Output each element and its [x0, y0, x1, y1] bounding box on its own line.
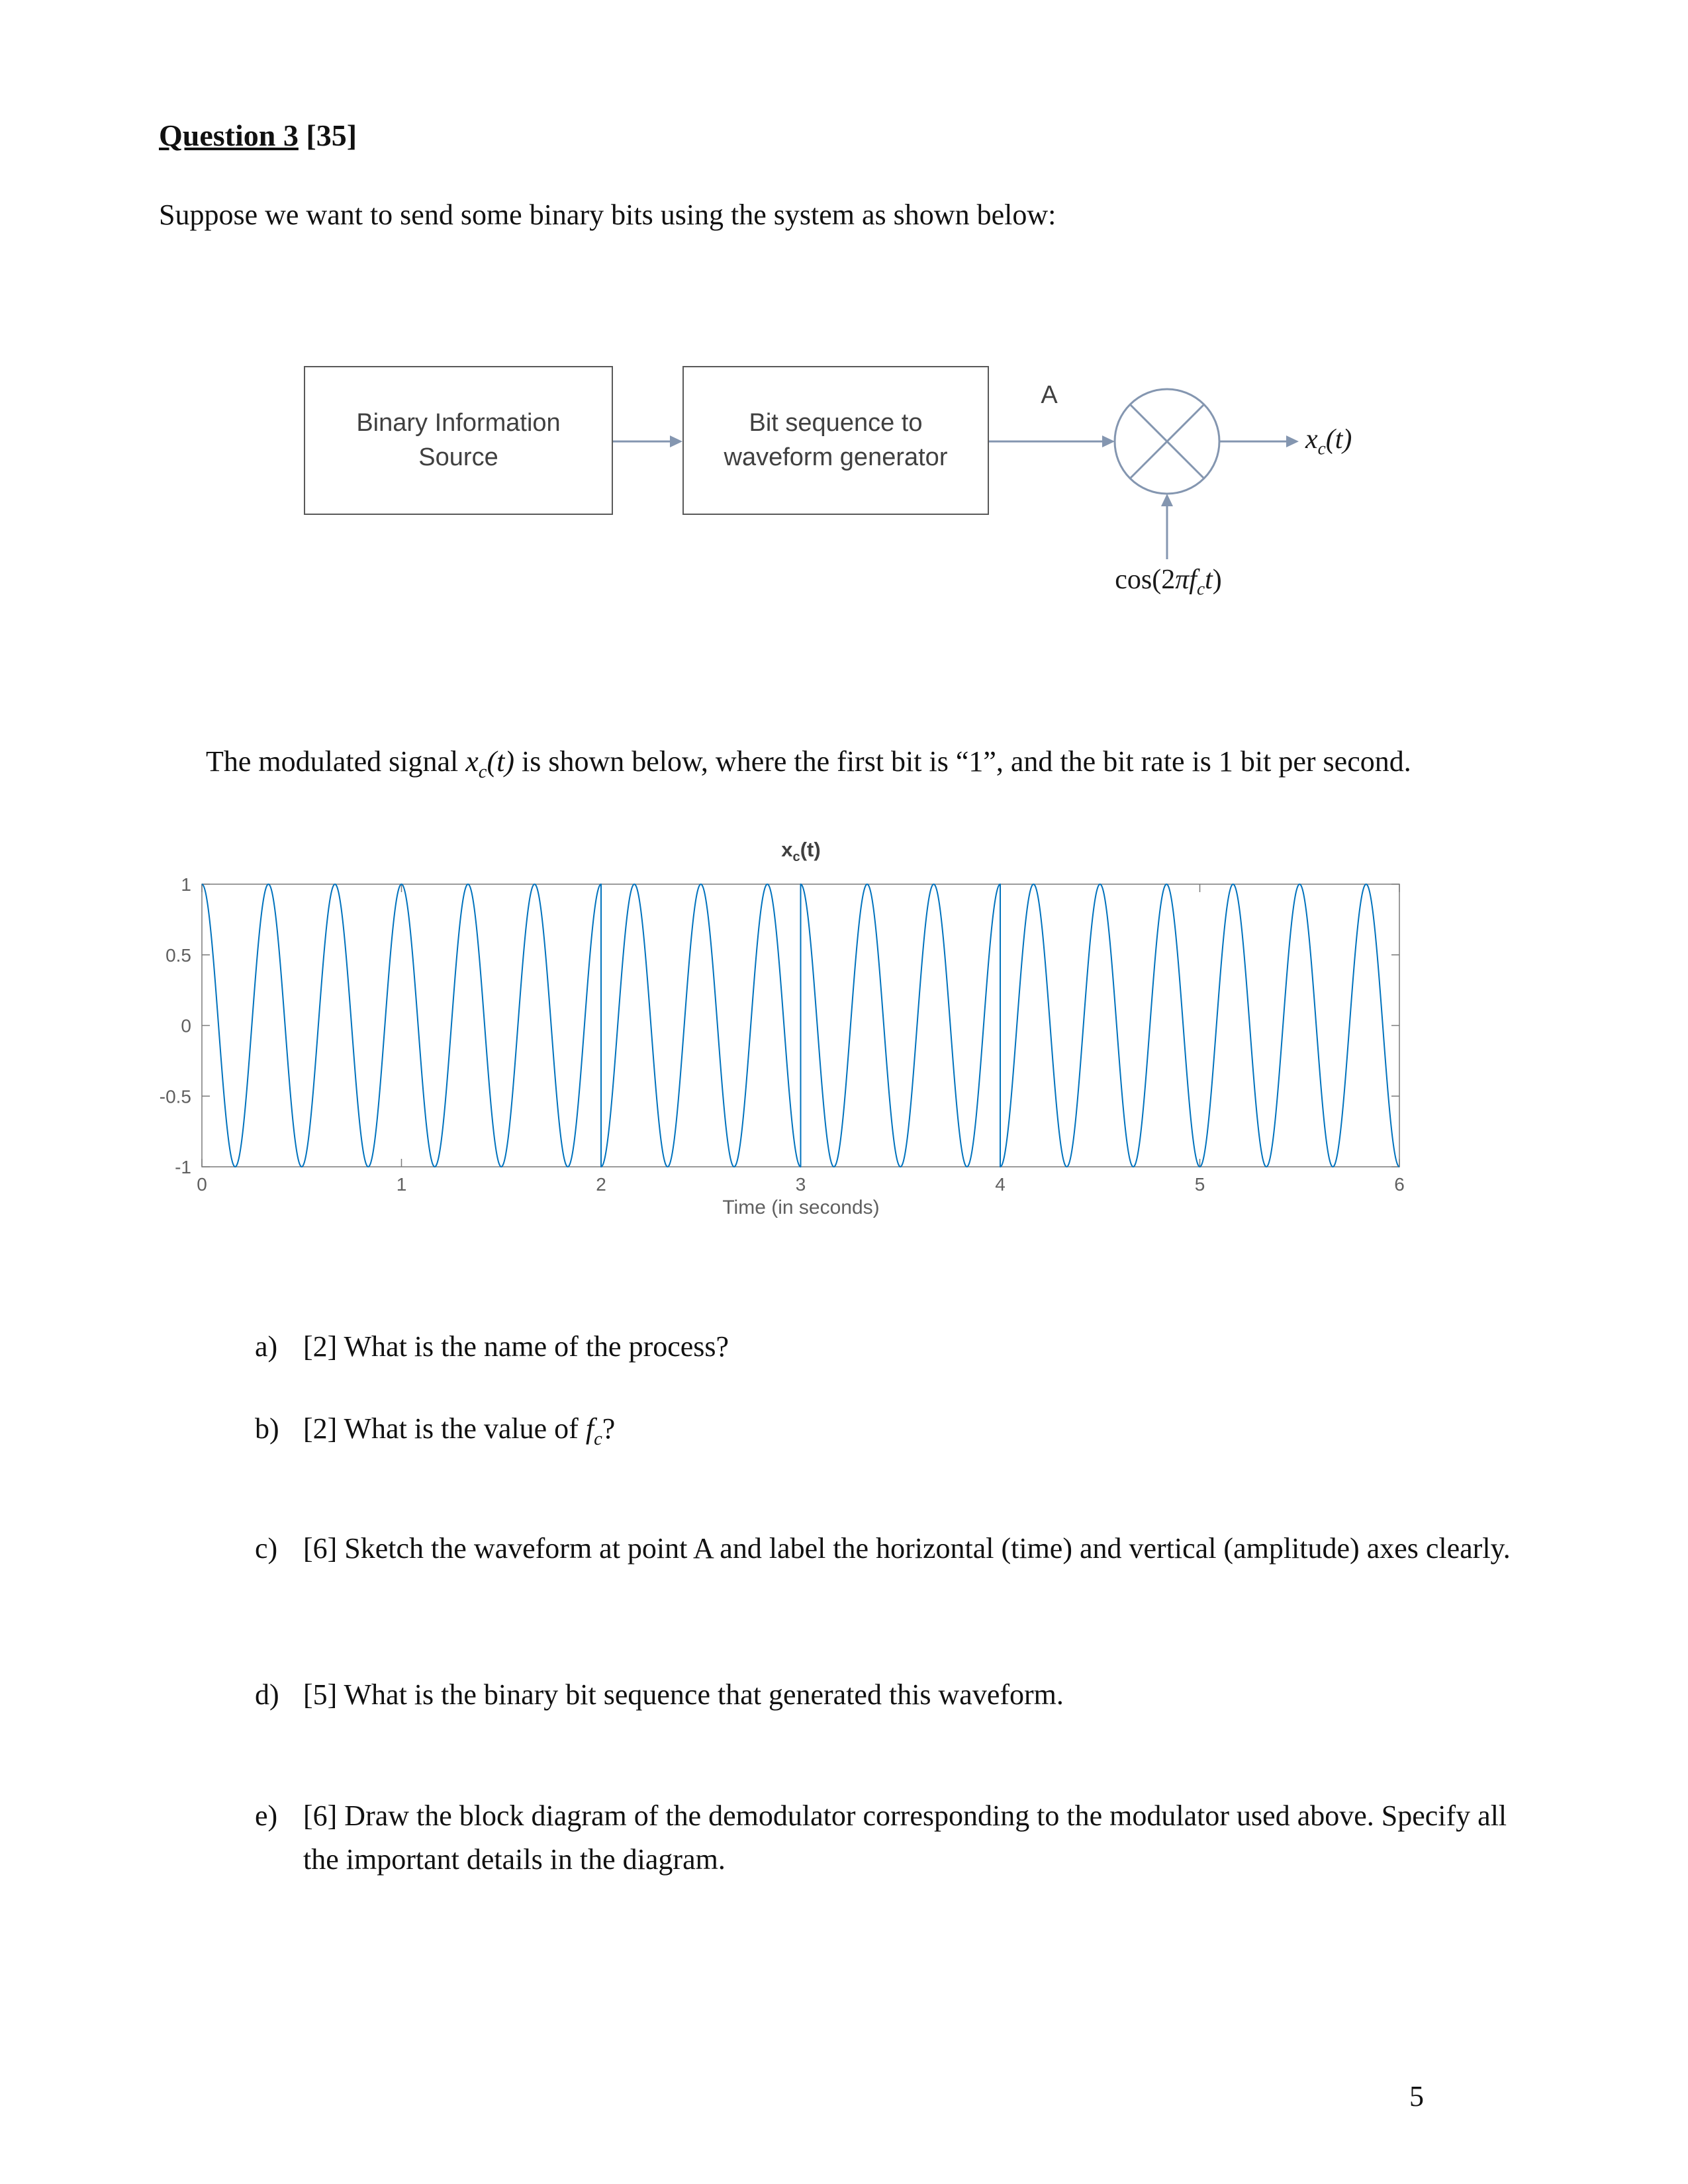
question-d-text: [5] What is the binary bit sequence that generated this waveform.: [303, 1678, 1064, 1711]
waveform-generator-line1: Bit sequence to: [749, 409, 923, 437]
intro-paragraph: Suppose we want to send some binary bits using the system as shown below:: [159, 199, 1056, 231]
question-points: [35]: [306, 118, 357, 152]
question-b: [255, 1407, 615, 1454]
question-c: [255, 1527, 1521, 1570]
page-number: 5: [1409, 2080, 1424, 2113]
block-diagram-connectors: [596, 357, 1423, 642]
question-a: [255, 1325, 729, 1369]
plot-title: $x_c(t)$: [781, 838, 821, 865]
svg-text:1: 1: [396, 1174, 407, 1195]
output-signal-label: $x_c(t)$: [1305, 424, 1352, 459]
signal-plot: [132, 841, 1456, 1238]
carrier-label: $\cos(2\pi f_ct)$: [1115, 565, 1222, 599]
svg-text:5: 5: [1194, 1174, 1205, 1195]
question-b-text: [2] What is the value of $f_c$?: [303, 1412, 616, 1449]
modulated-signal-paragraph: The modulated signal $x_c(t)$ is shown below, where the first bit is “1”, and the bit rate is 1 bit per second.: [206, 745, 1411, 782]
question-c-label: c): [255, 1532, 278, 1565]
svg-text:2: 2: [596, 1174, 606, 1195]
waveform-generator-line2: waveform generator: [724, 443, 948, 471]
question-a-text: [2] What is the name of the process?: [303, 1330, 729, 1363]
question-title-text: Question 3: [159, 118, 299, 152]
point-a-label: A: [1041, 381, 1058, 409]
svg-text:0.5: 0.5: [165, 944, 191, 966]
question-d: [255, 1673, 1521, 1717]
question-e-text: [6] Draw the block diagram of the demodulator corresponding to the modulator used above. Specify all the important details in the diagram.: [303, 1799, 1507, 1876]
question-b-label: b): [255, 1412, 279, 1445]
svg-text:6: 6: [1394, 1174, 1405, 1195]
svg-text:-1: -1: [175, 1157, 191, 1177]
svg-text:4: 4: [995, 1174, 1006, 1195]
plot-xlabel: Time (in seconds): [722, 1197, 880, 1218]
question-c-text: [6] Sketch the waveform at point A and label the horizontal (time) and vertical (amplitude) axes clearly.: [303, 1532, 1511, 1565]
binary-source-line2: Source: [418, 443, 498, 471]
svg-text:-0.5: -0.5: [159, 1086, 191, 1107]
svg-text:0: 0: [181, 1015, 191, 1036]
svg-text:0: 0: [197, 1174, 207, 1195]
svg-text:1: 1: [181, 874, 191, 895]
question-title: [159, 118, 357, 153]
question-a-label: a): [255, 1330, 278, 1363]
question-e: [255, 1794, 1521, 1882]
question-e-label: e): [255, 1799, 278, 1832]
binary-source-box: [304, 366, 613, 515]
svg-text:3: 3: [795, 1174, 806, 1195]
binary-source-line1: Binary Information: [356, 409, 561, 437]
question-d-label: d): [255, 1678, 279, 1711]
